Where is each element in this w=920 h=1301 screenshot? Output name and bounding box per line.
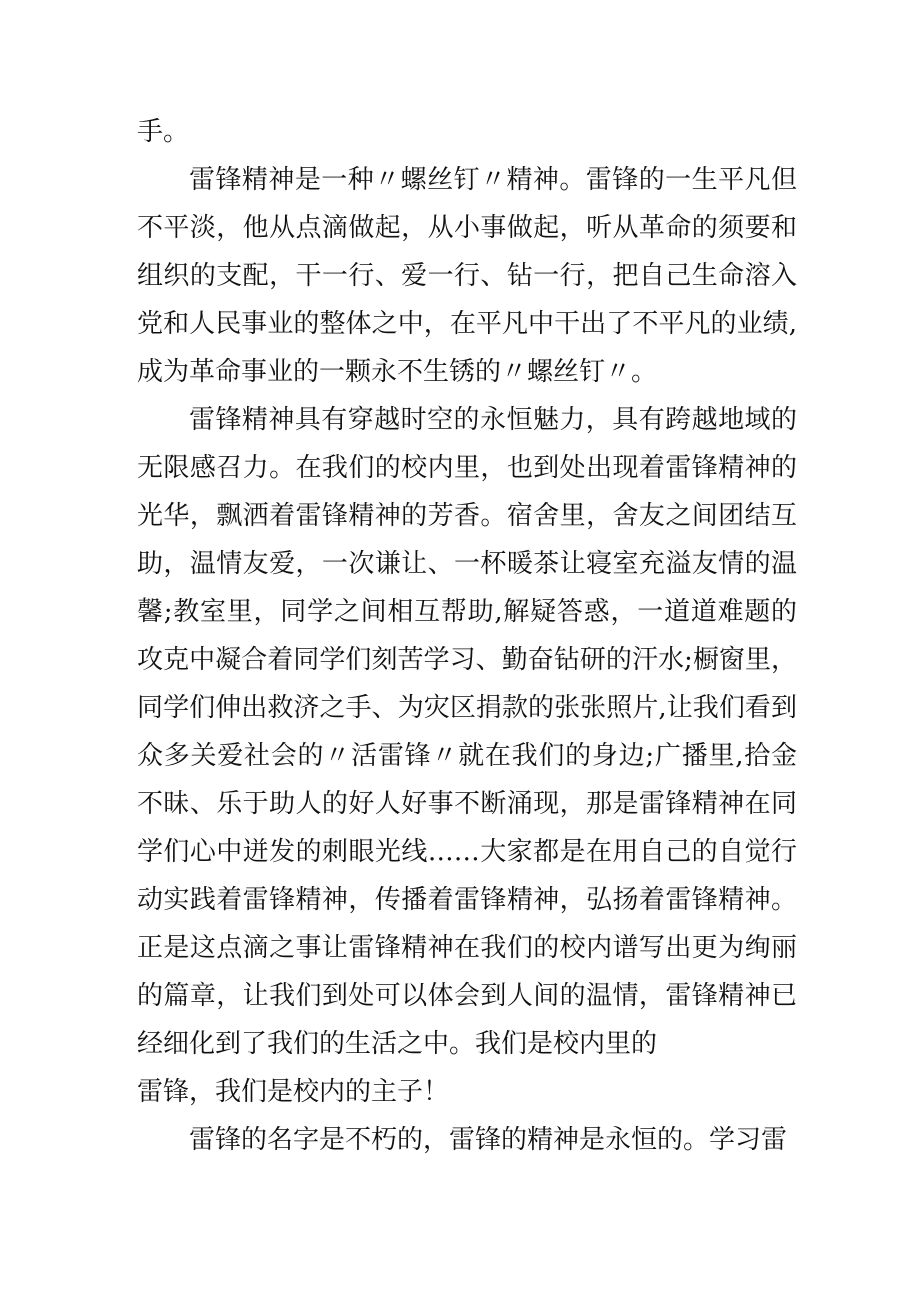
paragraph xyxy=(137,108,797,156)
text-line: 的篇章，让我们到处可以体会到人间的温情，雷锋精神已 xyxy=(137,981,797,1011)
text-line: 手。 xyxy=(137,117,190,147)
text-line: 馨;教室里，同学之间相互帮助,解疑答惑，一道道难题的 xyxy=(137,597,797,627)
text-line: 经细化到了我们的生活之中。我们是校内里的 xyxy=(137,1029,658,1059)
text-line: 正是这点滴之事让雷锋精神在我们的校内谱写出更为绚丽 xyxy=(137,933,797,963)
text-line: 攻克中凝合着同学们刻苦学习、勤奋钻研的汗水;橱窗里， xyxy=(137,645,797,675)
text-line: 不平淡，他从点滴做起，从小事做起，听从革命的须要和 xyxy=(137,213,797,243)
text-line: 雷锋精神具有穿越时空的永恒魅力，具有跨越地域的 xyxy=(189,405,797,435)
text-line: 不昧、乐于助人的好人好事不断涌现，那是雷锋精神在同 xyxy=(137,789,797,819)
text-line: 成为革命事业的一颗永不生锈的〃螺丝钉〃。 xyxy=(137,357,658,387)
text-line: 党和人民事业的整体之中，在平凡中干出了不平凡的业绩, xyxy=(137,309,797,339)
text-line: 同学们伸出救济之手、为灾区捐款的张张照片,让我们看到 xyxy=(137,693,797,723)
text-line: 众多关爱社会的〃活雷锋〃就在我们的身边;广播里,拾金 xyxy=(137,741,797,771)
text-line: 光华，飘洒着雷锋精神的芳香。宿舍里，舍友之间团结互 xyxy=(137,501,797,531)
text-line: 无限感召力。在我们的校内里，也到处出现着雷锋精神的 xyxy=(137,453,797,483)
paragraph xyxy=(137,396,797,1116)
text-line: 雷锋，我们是校内的主子！ xyxy=(137,1077,450,1107)
text-line: 动实践着雷锋精神，传播着雷锋精神，弘扬着雷锋精神。 xyxy=(137,885,797,915)
text-line: 助，温情友爱，一次谦让、一杯暖茶让寝室充溢友情的温 xyxy=(137,549,797,579)
document-body-text xyxy=(137,108,797,1164)
text-line: 学们心中迸发的刺眼光线……大家都是在用自己的自觉行 xyxy=(137,837,797,867)
text-line: 雷锋的名字是不朽的，雷锋的精神是永恒的。学习雷 xyxy=(189,1125,788,1155)
text-line: 雷锋精神是一种〃螺丝钉〃精神。雷锋的一生平凡但 xyxy=(189,165,797,195)
paragraph xyxy=(137,156,797,396)
text-line: 组织的支配，干一行、爱一行、钻一行，把自己生命溶入 xyxy=(137,261,797,291)
paragraph xyxy=(137,1116,797,1164)
